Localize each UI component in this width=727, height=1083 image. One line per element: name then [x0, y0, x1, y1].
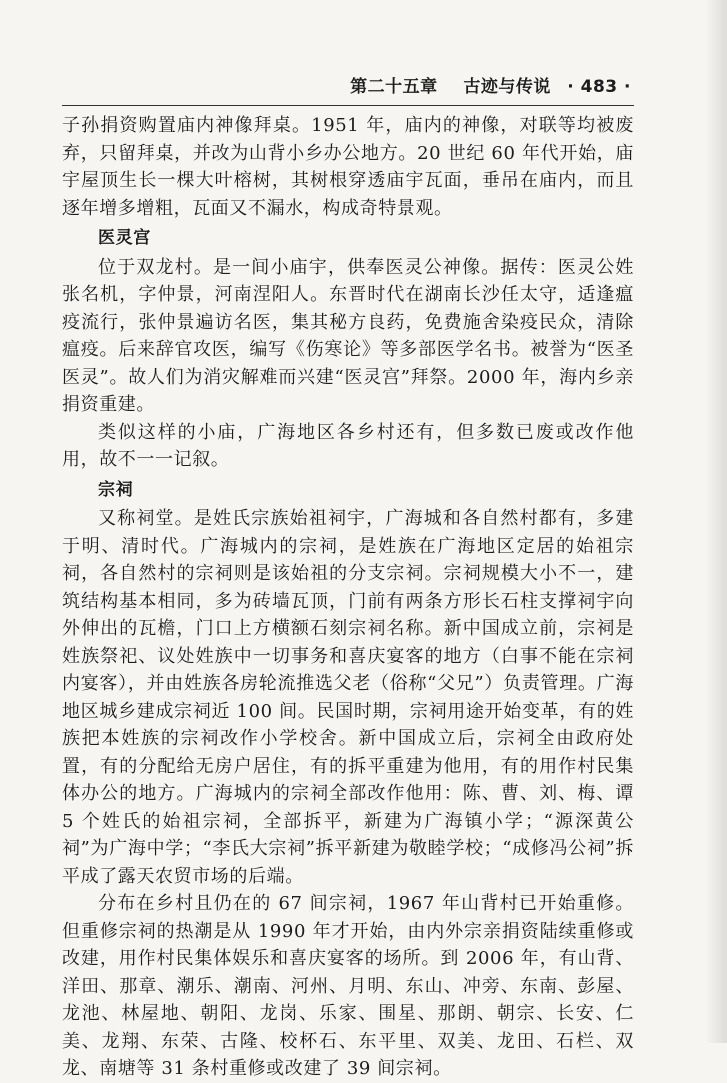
- paragraph-ancestral-hall: 又称祠堂。是姓氏宗族始祖祠宇，广海城和各自然村都有，多建于明、清时代。广海城内的宗祠，是姓族在广海地区定居的始祖宗祠，各自然村的宗祠则是该始祖的分支宗祠。宗祠规模大小不一，建筑结构基本相同，多为砖墙瓦顶，门前有两条方形长石柱支撑祠宇向外伸出的瓦檐，门口上方横额石刻宗祠名称。新中国成立前，宗祠是姓族祭祀、议处姓族中一切事务和喜庆宴客的地方（白事不能在宗祠内宴客），并由姓族各房轮流推选父老（俗称“父兄”）负责管理。广海地区城乡建成宗祠近 100 间。民国时期，宗祠用途开始变革，有的姓族把本姓族的宗祠改作小学校舍。新中国成立后，宗祠全由政府处置，有的分配给无房户居住，有的拆平重建为他用，有的用作村民集体办公的地方。广海城内的宗祠全部改作他用：陈、曹、刘、梅、谭 5 个姓氏的始祖宗祠，全部拆平，新建为广海镇小学；“源深黄公祠”为广海中学；“李氏大宗祠”拆平新建为敬睦学校；“成修冯公祠”拆平成了露天农贸市场的后端。: [62, 508, 634, 887]
- chapter-number: 第二十五章: [350, 77, 438, 97]
- paragraph-rebuilding: 分布在乡村且仍在的 67 间宗祠，1967 年山背村已开始重修。但重修宗祠的热潮是从 1990 年才开始，由内外宗亲捐资陆续重修或改建，用作村民集体娱乐和喜庆宴客的场所。到 2006 年，有山背、洋田、那章、潮乐、潮南、河州、月明、东山、冲旁、东南、彭屋、龙池、林屋地、朝阳、龙岗、乐家、围星、那朗、朝宗、长安、仁美、龙翔、东荣、古隆、校杯石、东平里、双美、龙田、石栏、双龙、南塘等 31 条村重修或改建了 39 间宗祠。: [62, 893, 634, 1079]
- section-heading-yilinggong: 医灵宫: [98, 228, 151, 248]
- paragraph-small-temples: 类似这样的小庙，广海地区各乡村还有，但多数已废或改作他用，故不一一记叙。: [62, 421, 634, 470]
- paragraph-yilinggong: 位于双龙村。是一间小庙宇，供奉医灵公神像。据传：医灵公姓张名机，字仲景，河南涅阳人。东晋时代在湖南长沙任太守，适逢瘟疫流行，张仲景遍访名医，集其秘方良药，免费施舍染疫民众，清除瘟疫。后来辞官攻医，编写《伤寒论》等多部医学名书。被誉为“医圣医灵”。故人们为消灾解难而兴建“医灵宫”拜祭。2000 年，海内乡亲捐资重建。: [62, 256, 634, 415]
- header-rule: [62, 105, 634, 106]
- section-heading-ancestral-hall: 宗祠: [98, 479, 134, 500]
- page-body: [62, 112, 634, 1083]
- running-header: [62, 72, 631, 102]
- page-edge-shadow: [705, 0, 727, 1043]
- chapter-title: 古迹与传说: [463, 77, 551, 97]
- page-number: · 483 ·: [567, 77, 631, 97]
- paragraph-temple-continuation: 子孙捐资购置庙内神像拜桌。1951 年，庙内的神像，对联等均被废弃，只留拜桌，并改为山背小乡办公地方。20 世纪 60 年代开始，庙宇屋顶生长一棵大叶榕树，其树根穿透庙宇瓦面，垂吊在庙内，而且逐年增多增粗，瓦面又不漏水，构成奇特景观。: [62, 115, 634, 219]
